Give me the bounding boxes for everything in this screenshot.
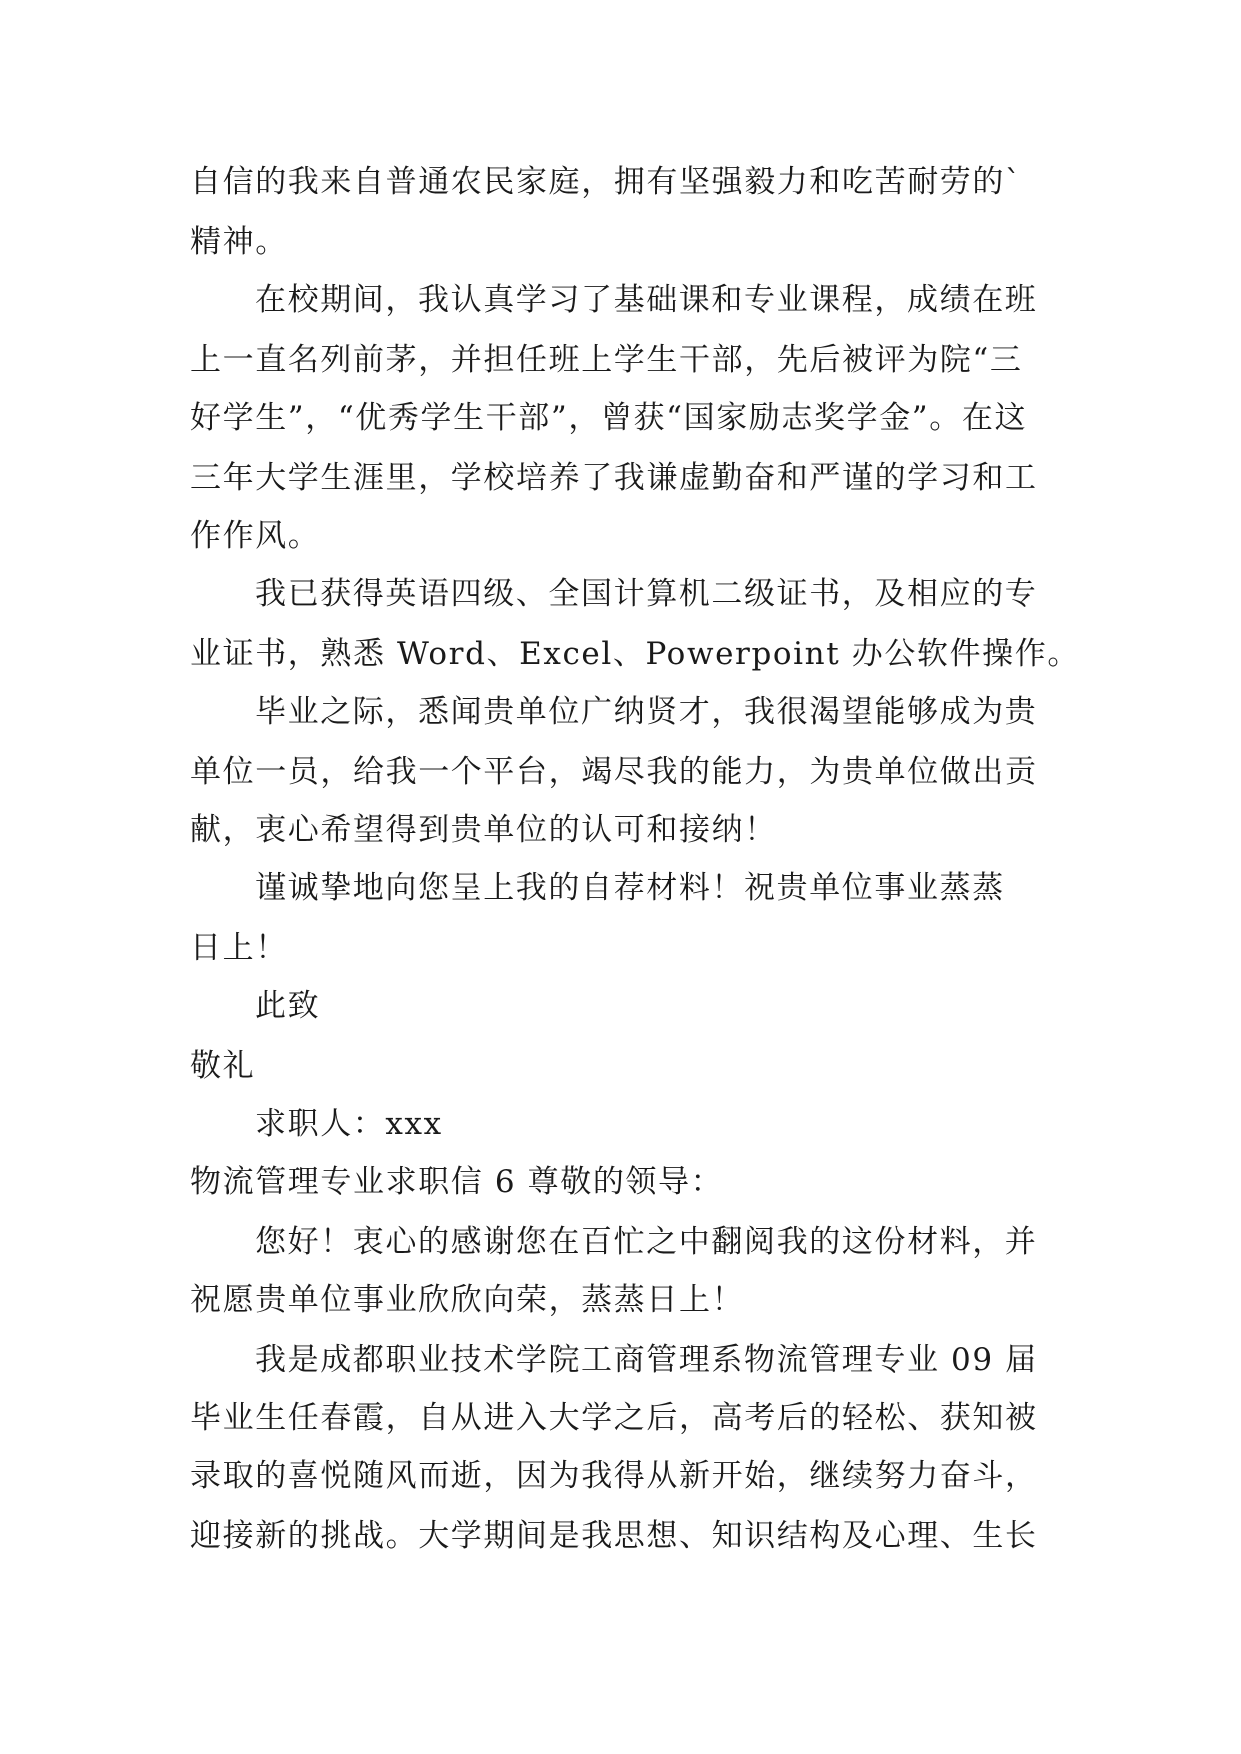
text-line: 上一直名列前茅，并担任班上学生干部，先后被评为院“三 [190,342,1023,378]
text-line: 祝愿贵单位事业欣欣向荣，蒸蒸日上！ [190,1282,745,1318]
text-line: 业证书，熟悉 Word、Excel、Powerpoint 办公软件操作。 [190,636,1080,672]
text-line: 求职人：xxx [255,1106,443,1142]
text-line: 好学生”，“优秀学生干部”，曾获“国家励志奖学金”。在这 [190,400,1028,436]
text-line: 三年大学生涯里，学校培养了我谦虚勤奋和严谨的学习和工 [190,460,1038,496]
text-line: 精神。 [190,224,288,260]
text-line: 自信的我来自普通农民家庭，拥有坚强毅力和吃苦耐劳的` [190,164,1023,200]
text-line: 我已获得英语四级、全国计算机二级证书，及相应的专 [255,576,1038,612]
text-line: 毕业生任春霞，自从进入大学之后，高考后的轻松、获知被 [190,1400,1038,1436]
text-line: 我是成都职业技术学院工商管理系物流管理专业 09 届 [255,1342,1038,1378]
text-line: 录取的喜悦随风而逝，因为我得从新开始，继续努力奋斗， [190,1458,1038,1494]
text-line: 敬礼 [190,1048,256,1084]
text-line: 单位一员，给我一个平台，竭尽我的能力，为贵单位做出贡 [190,754,1038,790]
text-line: 作作风。 [190,518,321,554]
text-line: 物流管理专业求职信 6 尊敬的领导： [190,1164,724,1200]
text-line: 此致 [255,988,321,1024]
text-line: 谨诚挚地向您呈上我的自荐材料！祝贵单位事业蒸蒸 [255,870,1005,906]
text-line: 献，衷心希望得到贵单位的认可和接纳！ [190,812,777,848]
text-line: 在校期间，我认真学习了基础课和专业课程，成绩在班 [255,282,1038,318]
text-line: 您好！衷心的感谢您在百忙之中翻阅我的这份材料，并 [255,1224,1038,1260]
text-line: 日上！ [190,930,288,966]
text-line: 迎接新的挑战。大学期间是我思想、知识结构及心理、生长 [190,1518,1038,1554]
text-line: 毕业之际，悉闻贵单位广纳贤才，我很渴望能够成为贵 [255,694,1038,730]
